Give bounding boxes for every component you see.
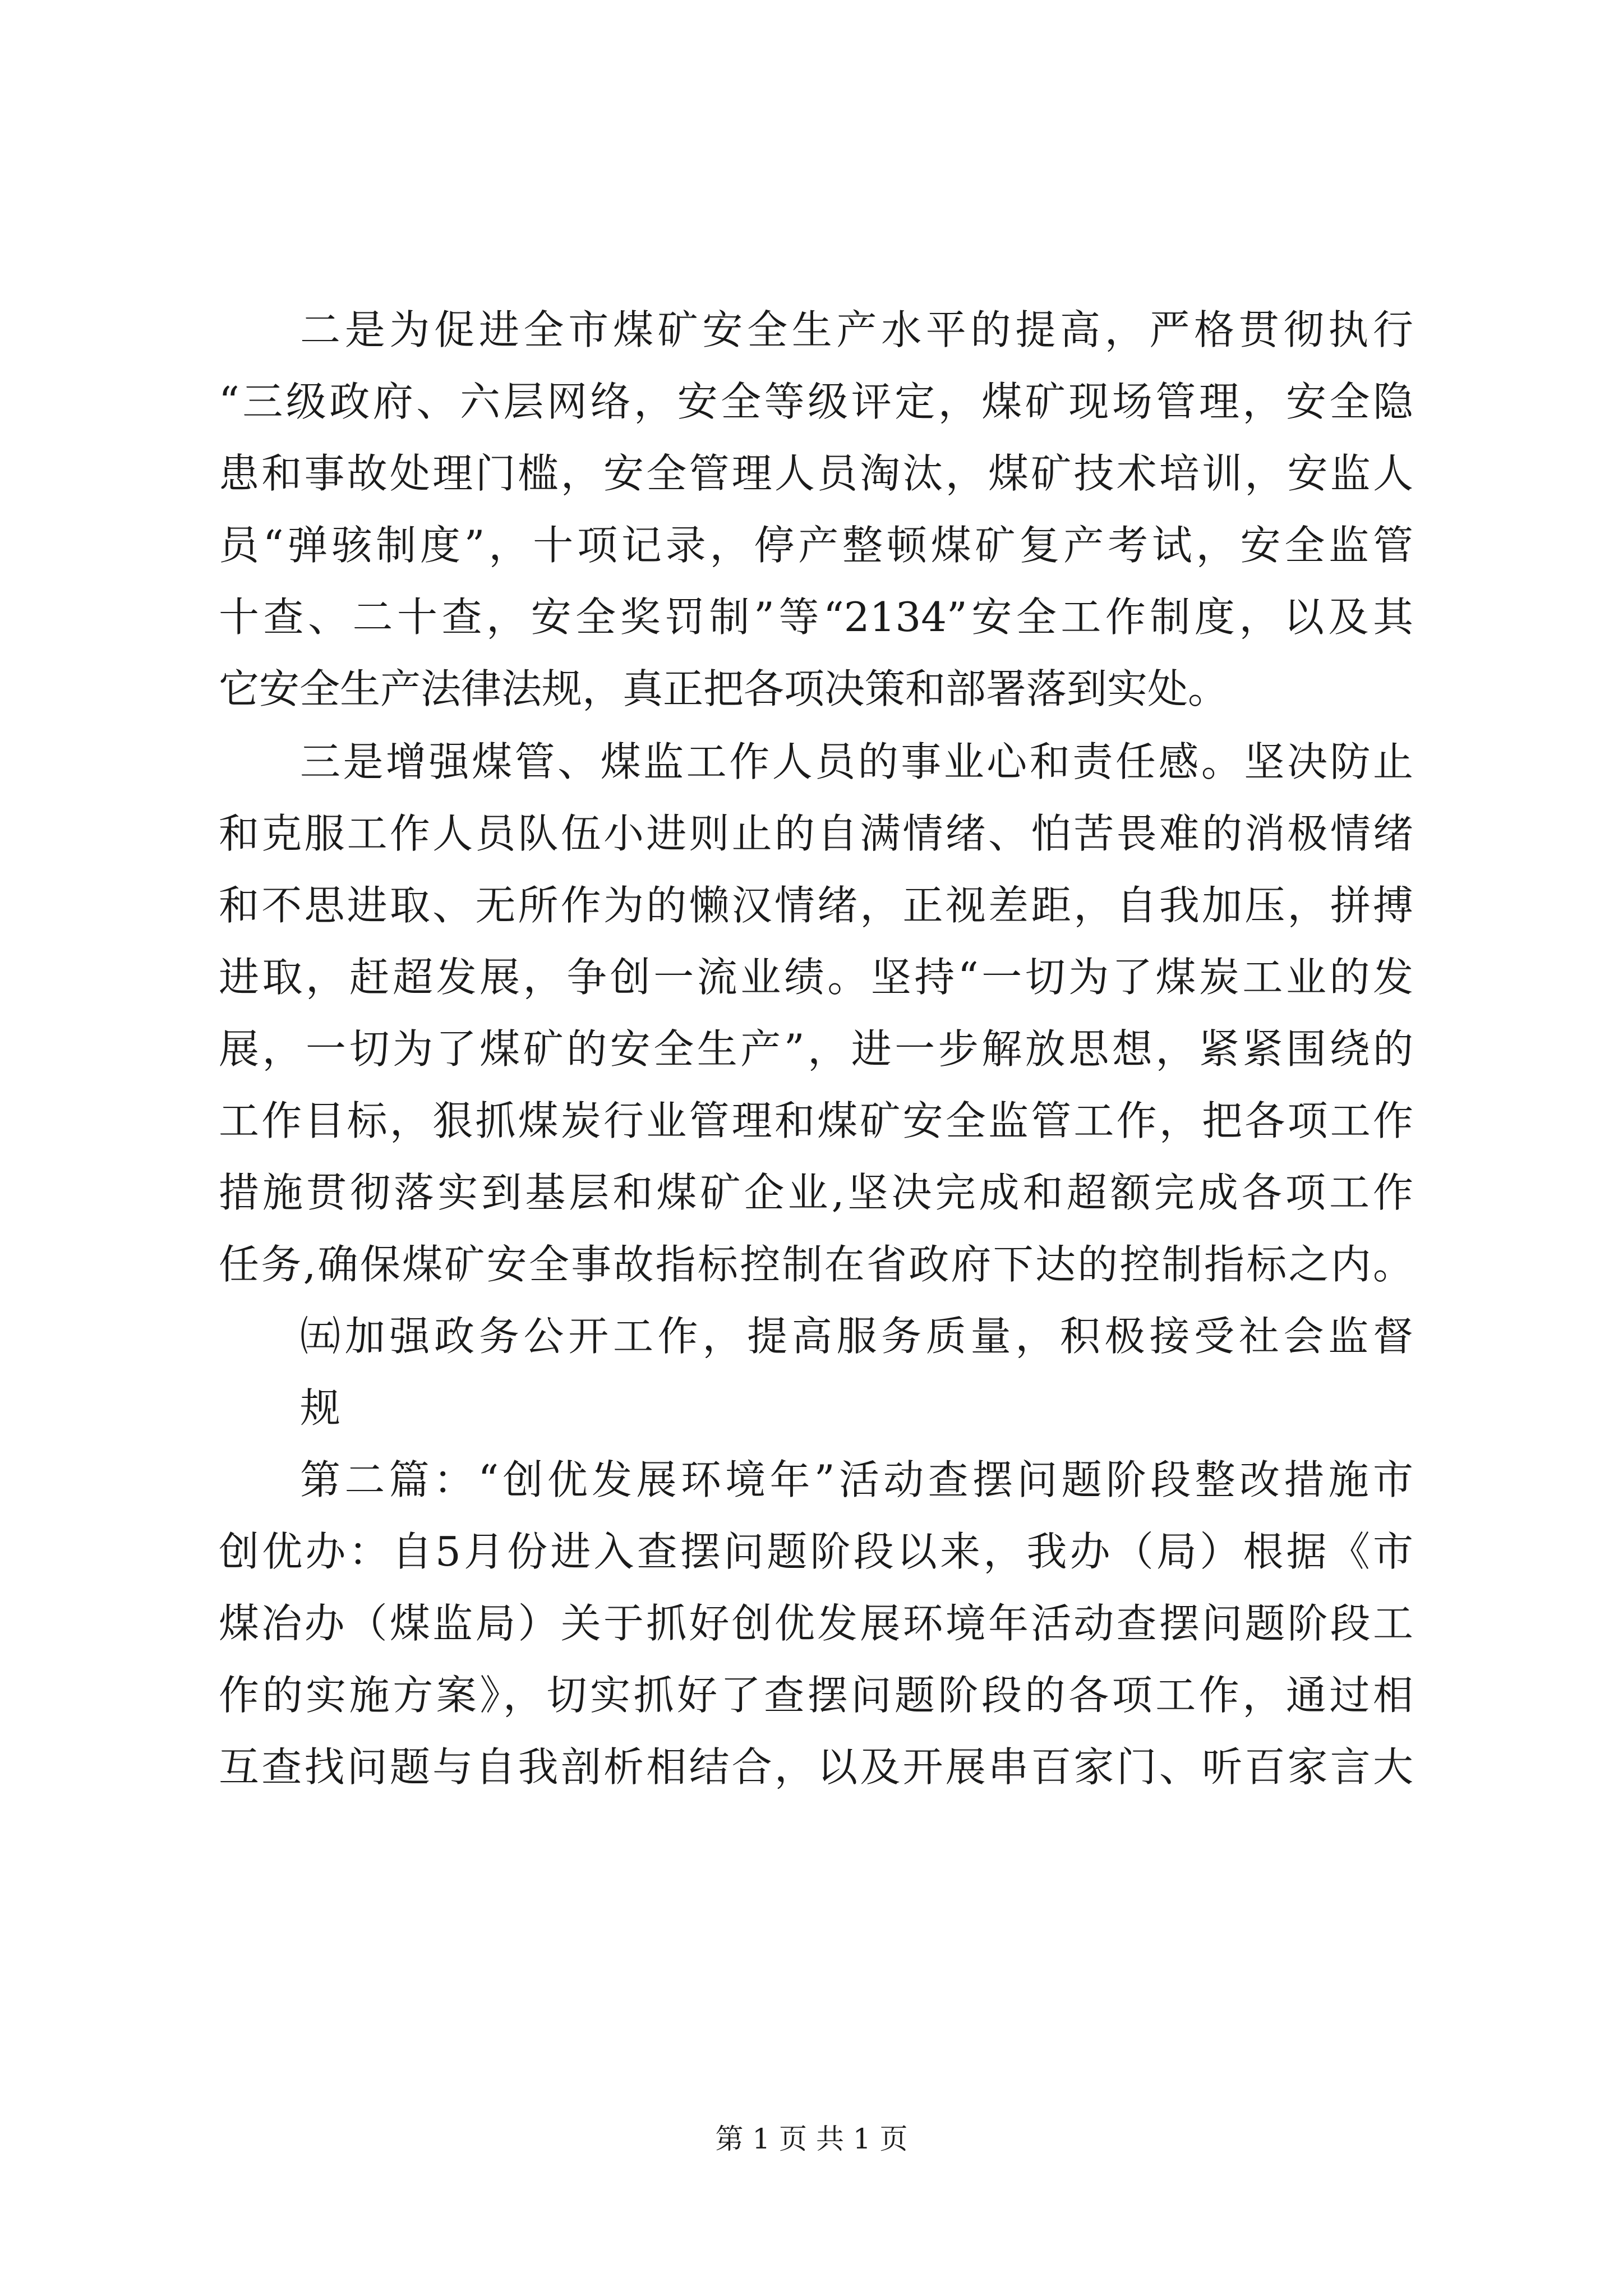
- body-line-4: 员“弹骇制度”，十项记录，停产整顿煤矿复产考试，安全监管: [219, 522, 1413, 569]
- body-line-8: 和克服工作人员队伍小进则止的自满情绪、怕苦畏难的消极情绪: [219, 810, 1413, 857]
- body-line-2: “三级政府、六层网络，安全等级评定，煤矿现场管理，安全隐: [219, 378, 1413, 425]
- body-line-16: 规: [300, 1384, 341, 1432]
- body-line-18: 创优办：自5月份进入查摆问题阶段以来，我办（局）根据《市: [219, 1528, 1413, 1575]
- body-line-19: 煤冶办（煤监局）关于抓好创优发展环境年活动查摆问题阶段工: [219, 1600, 1413, 1647]
- body-line-13: 措施贯彻落实到基层和煤矿企业,坚决完成和超额完成各项工作: [219, 1169, 1413, 1216]
- body-line-1: 二是为促进全市煤矿安全生产水平的提高，严格贯彻执行: [300, 306, 1413, 353]
- body-line-10: 进取，赶超发展，争创一流业绩。坚持“一切为了煤炭工业的发: [219, 954, 1413, 1001]
- body-line-21: 互查找问题与自我剖析相结合，以及开展串百家门、听百家言大: [219, 1743, 1413, 1791]
- body-line-7: 三是增强煤管、煤监工作人员的事业心和责任感。坚决防止: [300, 738, 1413, 785]
- body-line-9: 和不思进取、无所作为的懒汉情绪，正视差距，自我加压，拼搏: [219, 882, 1413, 929]
- body-line-12: 工作目标，狠抓煤炭行业管理和煤矿安全监管工作，把各项工作: [219, 1097, 1413, 1144]
- page-number-footer: 第 1 页 共 1 页: [715, 2123, 908, 2155]
- body-line-3: 患和事故处理门槛，安全管理人员淘汰，煤矿技术培训，安监人: [219, 450, 1413, 497]
- body-line-5: 十查、二十查，安全奖罚制”等“2134”安全工作制度，以及其: [219, 593, 1413, 641]
- body-line-6: 它安全生产法律法规，真正把各项决策和部署落到实处。: [219, 665, 1229, 712]
- body-line-11: 展，一切为了煤矿的安全生产”，进一步解放思想，紧紧围绕的: [219, 1025, 1413, 1073]
- body-line-20: 作的实施方案》，切实抓好了查摆问题阶段的各项工作，通过相: [219, 1672, 1413, 1719]
- body-line-14: 任务,确保煤矿安全事故指标控制在省政府下达的控制指标之内。: [219, 1241, 1413, 1288]
- body-line-17: 第二篇：“创优发展环境年”活动查摆问题阶段整改措施市: [300, 1456, 1413, 1503]
- body-line-15: ㈤加强政务公开工作，提高服务质量，积极接受社会监督: [300, 1313, 1413, 1360]
